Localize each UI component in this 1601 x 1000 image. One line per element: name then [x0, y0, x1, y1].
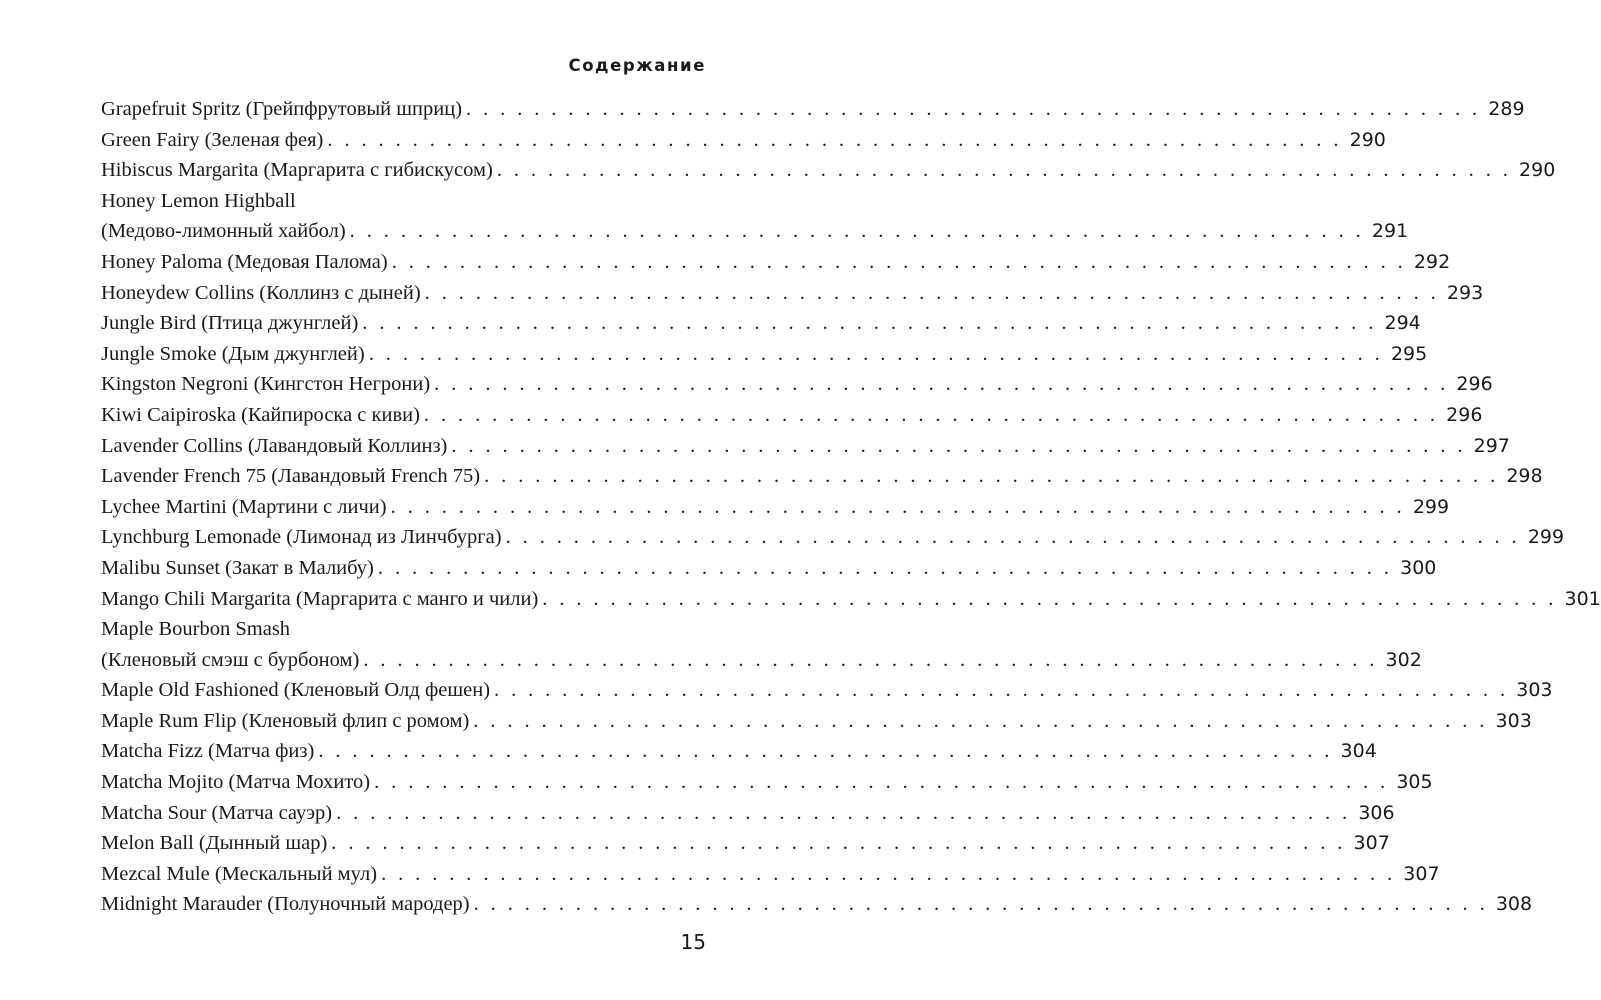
toc-entry: [101, 767, 1433, 798]
toc-entry-title: Honeydew Collins (Коллинз с дыней): [101, 281, 421, 304]
toc-entry: [101, 645, 1422, 676]
toc-entry-page: 304: [1340, 740, 1377, 763]
toc-entry-page: 305: [1396, 771, 1433, 794]
dot-leader: . . . . . . . . . . . . . . . . . . . . . . . . . . . . . . . . . . . . . . . . . . . . . . . . . . . . . . . . . . . .: [424, 281, 1440, 304]
toc-entry-title: Green Fairy (Зеленая фея): [101, 128, 324, 151]
toc-entry: [101, 431, 1510, 462]
dot-leader: . . . . . . . . . . . . . . . . . . . . . . . . . . . . . . . . . . . . . . . . . . . . . . . . . . . . . . . . . . . .: [377, 556, 1393, 579]
dot-leader: . . . . . . . . . . . . . . . . . . . . . . . . . . . . . . . . . . . . . . . . . . . . . . . . . . . . . . . . . . . .: [496, 159, 1512, 182]
dot-leader: . . . . . . . . . . . . . . . . . . . . . . . . . . . . . . . . . . . . . . . . . . . . . . . . . . . . . . . . . . . .: [318, 740, 1333, 763]
toc-entry-title: Maple Rum Flip (Кленовый флип с ромом): [101, 709, 470, 732]
toc-entry: [101, 492, 1450, 523]
toc-entry-title: Mezcal Mule (Мескальный мул): [101, 862, 378, 885]
toc-entry-page: 301: [1564, 587, 1601, 610]
toc-entry-title: (Кленовый смэш с бурбоном): [101, 648, 360, 671]
page-number: 15: [680, 930, 706, 954]
toc-entry-title: Lynchburg Lemonade (Лимонад из Линчбурга): [101, 526, 502, 549]
running-head-title: Содержание: [568, 56, 706, 75]
dot-leader: . . . . . . . . . . . . . . . . . . . . . . . . . . . . . . . . . . . . . . . . . . . . . . . . . . . . . . . . . . . .: [390, 495, 1406, 518]
toc-entry: [101, 798, 1395, 829]
dot-leader: . . . . . . . . . . . . . . . . . . . . . . . . . . . . . . . . . . . . . . . . . . . . . . . . . . . . . . . . . . . .: [331, 832, 1346, 855]
toc-entry-page: 308: [1495, 893, 1533, 916]
toc-entry-page: 296: [1456, 373, 1493, 396]
toc-entry-page: 299: [1527, 526, 1565, 549]
toc-entry: [101, 553, 1437, 584]
toc-entry-page: 306: [1358, 801, 1395, 824]
toc-entry-page: 291: [1371, 220, 1409, 243]
dot-leader: . . . . . . . . . . . . . . . . . . . . . . . . . . . . . . . . . . . . . . . . . . . . . . . . . . . . . . . . . . . .: [363, 648, 1378, 671]
dot-leader: . . . . . . . . . . . . . . . . . . . . . . . . . . . . . . . . . . . . . . . . . . . . . . . . . . . . . . . . . . . .: [381, 862, 1396, 885]
toc-entry: [101, 339, 1428, 370]
toc-entry-title: Honey Paloma (Медовая Палома): [101, 250, 388, 273]
toc-entry-title: Lychee Martini (Мартини с личи): [101, 495, 387, 518]
dot-leader: . . . . . . . . . . . . . . . . . . . . . . . . . . . . . . . . . . . . . . . . . . . . . . . . . . . . . . . . . . . .: [473, 709, 1488, 732]
toc-entry-page: 298: [1506, 465, 1543, 488]
toc-entry: [101, 369, 1493, 400]
toc-entry: [101, 461, 1543, 492]
dot-leader: . . . . . . . . . . . . . . . . . . . . . . . . . . . . . . . . . . . . . . . . . . . . . . . . . . . . . . . . . . . .: [423, 403, 1439, 426]
toc-entry-title: Matcha Sour (Матча сауэр): [101, 801, 333, 824]
dot-leader: . . . . . . . . . . . . . . . . . . . . . . . . . . . . . . . . . . . . . . . . . . . . . . . . . . . . . . . . . . . .: [362, 312, 1377, 335]
dot-leader: . . . . . . . . . . . . . . . . . . . . . . . . . . . . . . . . . . . . . . . . . . . . . . . . . . . . . . . . . . . .: [327, 128, 1342, 151]
toc-entry-page: 290: [1349, 128, 1386, 151]
toc-entry-page: 307: [1403, 862, 1440, 885]
toc-entry-page: 297: [1473, 434, 1510, 457]
toc-entry-page: 294: [1384, 312, 1421, 335]
toc-entry-page: 292: [1413, 250, 1451, 273]
toc-entry-page: 290: [1519, 159, 1556, 182]
toc-entry-title: Malibu Sunset (Закат в Малибу): [101, 556, 374, 579]
toc-entry: [101, 828, 1390, 859]
toc-entry-title: (Медово-лимонный хайбол): [101, 220, 346, 243]
toc-entry-title: Grapefruit Spritz (Грейпфрутовый шприц): [101, 98, 463, 120]
dot-leader: . . . . . . . . . . . . . . . . . . . . . . . . . . . . . . . . . . . . . . . . . . . . . . . . . . . . . . . . . . . .: [466, 98, 1481, 120]
dot-leader: . . . . . . . . . . . . . . . . . . . . . . . . . . . . . . . . . . . . . . . . . . . . . . . . . . . . . . . . . . . .: [484, 465, 1499, 488]
toc-entry-page: 293: [1446, 281, 1484, 304]
dot-leader: . . . . . . . . . . . . . . . . . . . . . . . . . . . . . . . . . . . . . . . . . . . . . . . . . . . . . . . . . . . .: [473, 893, 1489, 916]
toc-entry: [101, 247, 1451, 278]
toc-entry-page: 307: [1353, 832, 1390, 855]
toc-entry: [101, 186, 679, 217]
toc-entry: [101, 614, 679, 645]
toc-entry: [101, 155, 1556, 186]
toc-entry-page: 303: [1495, 709, 1532, 732]
toc-entry: [101, 278, 1484, 309]
toc-entry-title: Melon Ball (Дынный шар): [101, 832, 328, 855]
dot-leader: . . . . . . . . . . . . . . . . . . . . . . . . . . . . . . . . . . . . . . . . . . . . . . . . . . . . . . . . . . . .: [542, 587, 1557, 610]
dot-leader: . . . . . . . . . . . . . . . . . . . . . . . . . . . . . . . . . . . . . . . . . . . . . . . . . . . . . . . . . . . .: [451, 434, 1466, 457]
toc-entry-title: Lavender Collins (Лавандовый Коллинз): [101, 434, 448, 457]
dot-leader: . . . . . . . . . . . . . . . . . . . . . . . . . . . . . . . . . . . . . . . . . . . . . . . . . . . . . . . . . . . .: [336, 801, 1351, 824]
dot-leader: . . . . . . . . . . . . . . . . . . . . . . . . . . . . . . . . . . . . . . . . . . . . . . . . . . . . . . . . . . . .: [434, 373, 1449, 396]
toc-entry: [101, 94, 1525, 125]
toc-entry-title: Mango Chili Margarita (Маргарита с манго и чили): [101, 587, 539, 610]
dot-leader: . . . . . . . . . . . . . . . . . . . . . . . . . . . . . . . . . . . . . . . . . . . . . . . . . . . . . . . . . . . .: [505, 526, 1521, 549]
toc-entry-page: 300: [1400, 556, 1437, 579]
toc-entry-title: Matcha Mojito (Матча Мохито): [101, 771, 371, 794]
toc-entry: [101, 675, 1553, 706]
toc-entry-title: Maple Bourbon Smash: [101, 618, 291, 641]
dot-leader: . . . . . . . . . . . . . . . . . . . . . . . . . . . . . . . . . . . . . . . . . . . . . . . . . . . . . . . . . . . .: [349, 220, 1365, 243]
toc-entry-title: Honey Lemon Highball: [101, 189, 296, 212]
toc-entry-page: 299: [1412, 495, 1450, 518]
toc-entry: [101, 522, 1565, 553]
toc-entry: [101, 216, 1409, 247]
toc-entry: [101, 125, 1386, 156]
table-of-contents: [101, 94, 1601, 920]
toc-entry-title: Maple Old Fashioned (Кленовый Олд фешен): [101, 679, 491, 702]
toc-entry: [101, 706, 1532, 737]
dot-leader: . . . . . . . . . . . . . . . . . . . . . . . . . . . . . . . . . . . . . . . . . . . . . . . . . . . . . . . . . . . .: [391, 250, 1407, 273]
dot-leader: . . . . . . . . . . . . . . . . . . . . . . . . . . . . . . . . . . . . . . . . . . . . . . . . . . . . . . . . . . . .: [494, 679, 1509, 702]
toc-entry: [101, 736, 1377, 767]
dot-leader: . . . . . . . . . . . . . . . . . . . . . . . . . . . . . . . . . . . . . . . . . . . . . . . . . . . . . . . . . . . .: [368, 342, 1384, 365]
toc-entry-title: Jungle Smoke (Дым джунглей): [101, 342, 365, 365]
toc-entry: [101, 400, 1483, 431]
toc-entry-title: Matcha Fizz (Матча физ): [101, 740, 315, 763]
toc-entry-title: Midnight Marauder (Полуночный мародер): [101, 893, 470, 916]
toc-entry-page: 296: [1446, 403, 1483, 426]
toc-entry-title: Kiwi Caipiroska (Кайпироска с киви): [101, 403, 420, 426]
toc-entry: [101, 584, 1601, 615]
toc-entry-page: 302: [1385, 648, 1422, 671]
toc-entry: [101, 859, 1440, 890]
toc-entry: [101, 889, 1533, 920]
toc-entry-title: Lavender French 75 (Лавандовый French 75): [101, 465, 481, 488]
toc-entry-page: 289: [1488, 98, 1525, 120]
toc-entry-title: Jungle Bird (Птица джунглей): [101, 312, 359, 335]
toc-entry-title: Hibiscus Margarita (Маргарита с гибискусом): [101, 159, 493, 182]
toc-entry-page: 303: [1516, 679, 1553, 702]
toc-entry-page: 295: [1390, 342, 1428, 365]
toc-entry: [101, 308, 1421, 339]
toc-entry-title: Kingston Negroni (Кингстон Негрони): [101, 373, 431, 396]
dot-leader: . . . . . . . . . . . . . . . . . . . . . . . . . . . . . . . . . . . . . . . . . . . . . . . . . . . . . . . . . . . .: [374, 771, 1389, 794]
